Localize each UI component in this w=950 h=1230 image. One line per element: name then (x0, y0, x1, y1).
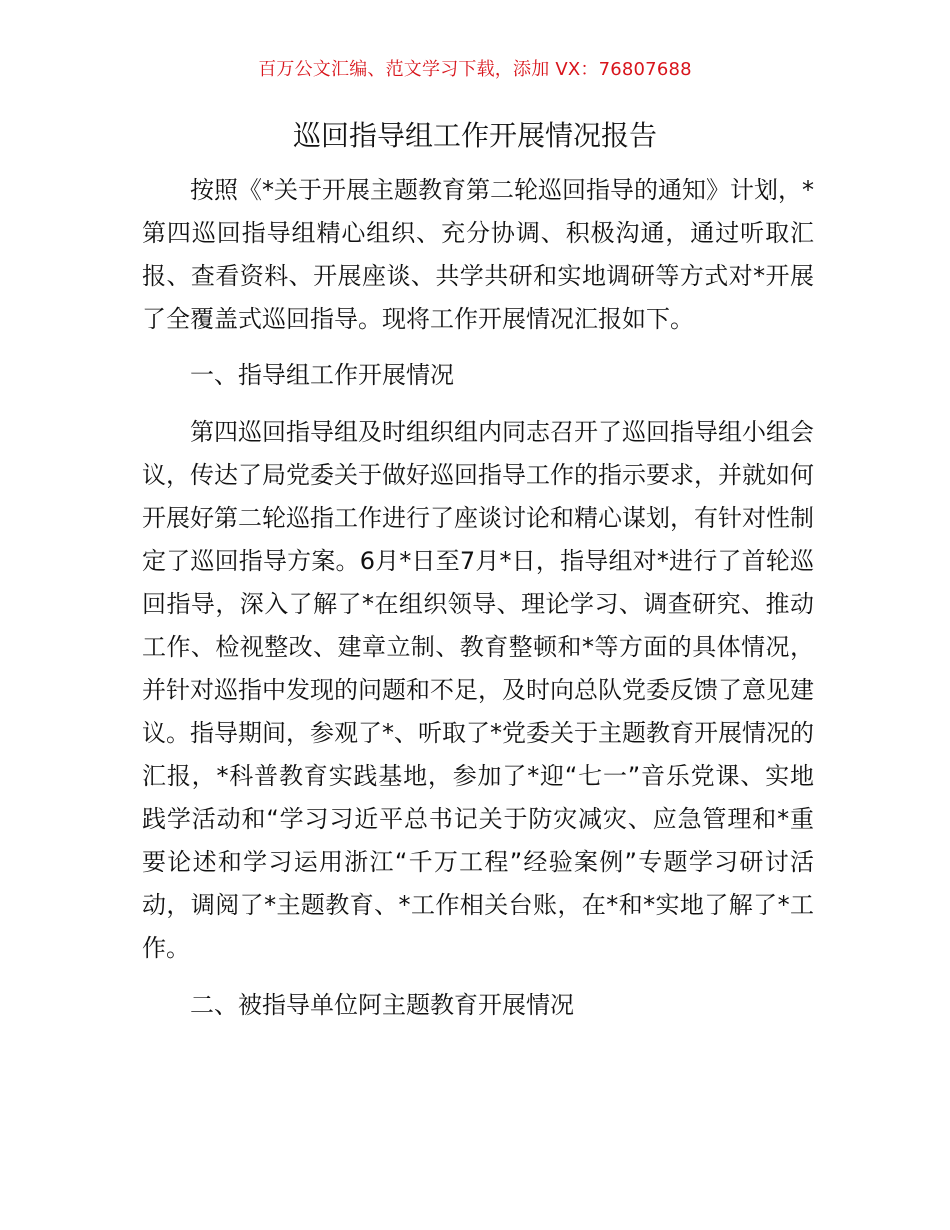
watermark-header: 百万公文汇编、范文学习下载，添加 VX：76807688 (258, 59, 692, 80)
section-1-paragraph: 第四巡回指导组及时组织组内同志召开了巡回指导组小组会议，传达了局党委关于做好巡回指导工作的指示要求，并就如何开展好第二轮巡指工作进行了座谈讨论和精心谋划，有针对性制定了巡回指导方案。6月*日至7月*日，指导组对*进行了首轮巡回指导，深入了解了*在组织领导、理论学习、调查研究、推动工作、检视整改、建章立制、教育整顿和*等方面的具体情况，并针对巡指中发现的问题和不足，及时向总队党委反馈了意见建议。指导期间，参观了*、听取了*党委关于主题教育开展情况的汇报，*科普教育实践基地，参加了*迎“七一”音乐党课、实地践学活动和“学习习近平总书记关于防灾减灾、应急管理和*重要论述和学习运用浙江“千万工程”经验案例”专题学习研讨活动，调阅了*主题教育、*工作相关台账，在*和*实地了解了*工作。 (142, 418, 814, 962)
intro-paragraph: 按照《*关于开展主题教育第二轮巡回指导的通知》计划，*第四巡回指导组精心组织、充分协调、积极沟通，通过听取汇报、查看资料、开展座谈、共学共研和实地调研等方式对*开展了全覆盖式巡回指导。现将工作开展情况汇报如下。 (142, 176, 814, 333)
document-body (142, 169, 814, 1027)
section-heading-2: 二、被指导单位阿主题教育开展情况 (190, 991, 574, 1019)
document-title: 巡回指导组工作开展情况报告 (292, 119, 657, 152)
section-heading-1: 一、指导组工作开展情况 (190, 361, 454, 389)
